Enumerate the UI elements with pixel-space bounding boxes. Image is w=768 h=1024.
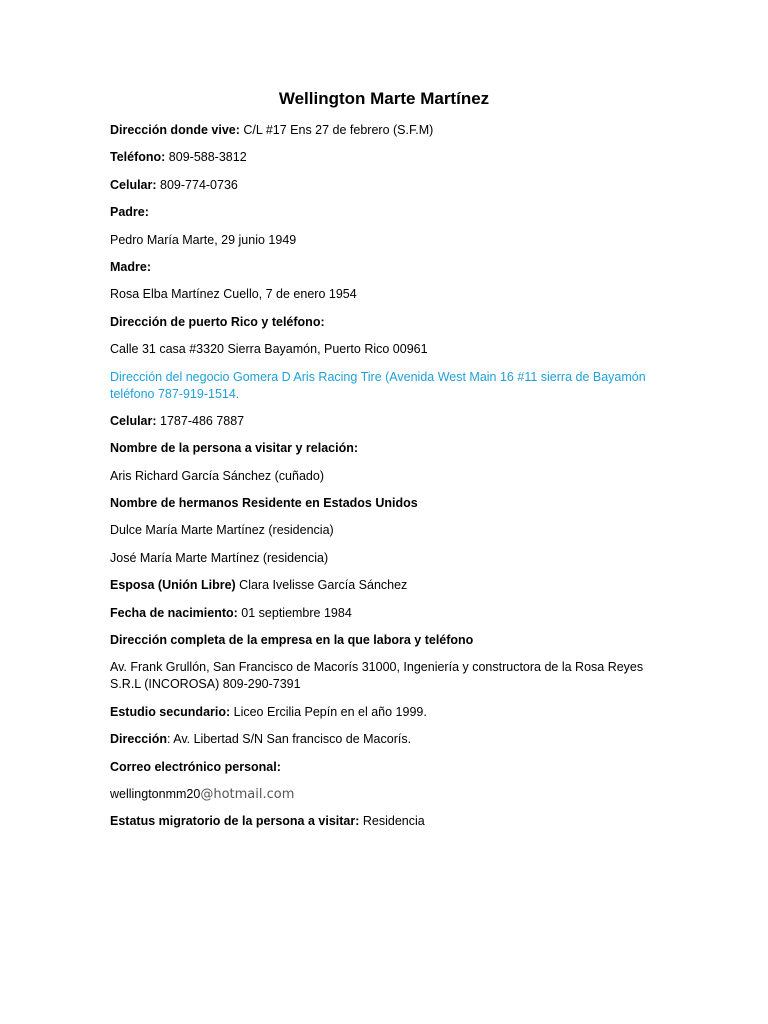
field-value: 01 septiembre 1984 bbox=[237, 605, 352, 620]
field-label: Estudio secundario: bbox=[110, 704, 231, 719]
field-label: Teléfono: bbox=[110, 150, 166, 165]
field-hermano-1: Dulce María Marte Martínez (residencia) bbox=[110, 523, 334, 538]
field-label: Nombre de hermanos Residente en Estados Unidos bbox=[110, 496, 418, 511]
field-label: Fecha de nacimiento: bbox=[110, 605, 238, 620]
field-label: Estatus migratorio de la persona a visitar: bbox=[110, 814, 360, 829]
field-fecha-nacimiento bbox=[110, 605, 668, 622]
field-hermano-2: José María Marte Martínez (residencia) bbox=[110, 550, 329, 565]
field-label: Dirección bbox=[110, 732, 167, 747]
field-label: Celular: bbox=[110, 177, 157, 192]
email-user: wellingtonmm20 bbox=[110, 786, 201, 801]
field-estudio-secundario bbox=[110, 704, 668, 721]
field-direccion-pr-label bbox=[110, 314, 668, 331]
field-direccion-vive bbox=[110, 122, 668, 139]
field-label: Dirección donde vive: bbox=[110, 123, 240, 137]
field-value: C/L #17 Ens 27 de febrero (S.F.M) bbox=[239, 123, 434, 137]
field-value: 809-774-0736 bbox=[156, 177, 238, 192]
field-label: Celular: bbox=[110, 413, 157, 428]
field-value: : Av. Libertad S/N San francisco de Macorís. bbox=[166, 732, 412, 747]
field-label: Madre: bbox=[110, 259, 151, 274]
field-correo-value bbox=[110, 786, 668, 803]
field-persona-visitar-value: Aris Richard García Sánchez (cuñado) bbox=[110, 468, 324, 483]
field-padre-value: Pedro María Marte, 29 junio 1949 bbox=[110, 232, 297, 247]
field-value: Liceo Ercilia Pepín en el año 1999. bbox=[230, 704, 427, 719]
field-hermanos-label bbox=[110, 495, 668, 512]
field-celular-pr bbox=[110, 413, 668, 430]
field-estatus-migratorio bbox=[110, 813, 668, 830]
field-value: Residencia bbox=[359, 814, 425, 829]
field-persona-visitar-label bbox=[110, 440, 668, 457]
email-domain: @hotmail.com bbox=[200, 786, 295, 802]
field-label: Dirección completa de la empresa en la que labora y teléfono bbox=[110, 633, 474, 648]
document-title: Wellington Marte Martínez bbox=[278, 89, 490, 108]
field-correo-label bbox=[110, 759, 668, 776]
field-telefono bbox=[110, 149, 668, 166]
field-negocio: Dirección del negocio Gomera D Aris Racing Tire (Avenida West Main 16 #11 sierra de Bayamón teléfono 787-919-1514. bbox=[110, 369, 646, 401]
field-madre-label bbox=[110, 259, 668, 276]
field-value: 809-588-3812 bbox=[165, 150, 247, 165]
field-direccion-pr-value: Calle 31 casa #3320 Sierra Bayamón, Puerto Rico 00961 bbox=[110, 342, 428, 357]
field-value: 1787-486 7887 bbox=[156, 413, 245, 428]
field-empresa-value: Av. Frank Grullón, San Francisco de Macorís 31000, Ingeniería y constructora de la Rosa Reyes S.R.L (INCOROSA) 809-290-7391 bbox=[110, 660, 644, 692]
field-label: Dirección de puerto Rico y teléfono: bbox=[110, 314, 325, 329]
field-padre-label bbox=[110, 204, 668, 221]
field-celular bbox=[110, 177, 668, 194]
field-madre-value: Rosa Elba Martínez Cuello, 7 de enero 1954 bbox=[110, 287, 357, 302]
field-direccion-estudio bbox=[110, 731, 668, 748]
field-label: Esposa (Unión Libre) bbox=[110, 578, 236, 593]
field-label: Correo electrónico personal: bbox=[110, 759, 281, 774]
field-value: Clara Ivelisse García Sánchez bbox=[235, 578, 408, 593]
field-empresa-label bbox=[110, 632, 668, 649]
field-label: Nombre de la persona a visitar y relación: bbox=[110, 441, 359, 456]
field-esposa bbox=[110, 577, 668, 594]
field-label: Padre: bbox=[110, 205, 149, 220]
